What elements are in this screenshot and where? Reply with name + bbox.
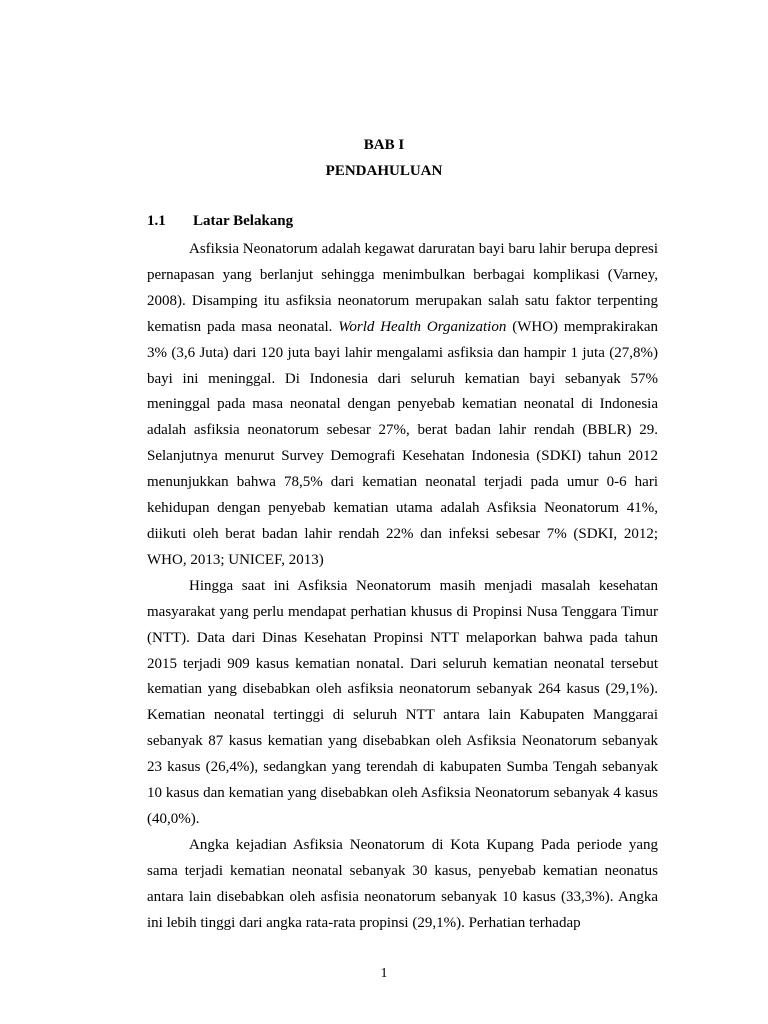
page-number: 1 xyxy=(380,966,388,981)
paragraph-1-italic-term: World Health Organization xyxy=(338,318,507,335)
section-heading xyxy=(147,213,293,230)
paragraph-2: Hingga saat ini Asfiksia Neonatorum masih menjadi masalah kesehatan masyarakat yang perlu mendapat perhatian khusus di Propinsi Nusa Tenggara Timur (NTT). Data dari Dinas Kesehatan Propinsi NTT melaporkan bahwa pada tahun 2015 terjadi 909 kasus kematian nonatal. Dari seluruh kematian neonatal tersebut kematian yang disebabkan oleh asfiksia neonatorum sebanyak 264 kasus (29,1%). Kematian neonatal tertinggi di seluruh NTT antara lain Kabupaten Manggarai sebanyak 87 kasus kematian yang disebabkan oleh Asfiksia Neonatorum sebanyak 23 kasus (26,4%), sedangkan yang terendah di kabupaten Sumba Tengah sebanyak 10 kasus dan kematian yang disebabkan oleh Asfiksia Neonatorum sebanyak 4 kasus (40,0%). xyxy=(147,577,658,827)
body-text xyxy=(147,237,658,936)
paragraph-1-part-2: (WHO) memprakirakan 3% (3,6 Juta) dari 120 juta bayi lahir mengalami asfiksia dan hampir 1 juta (27,8%) bayi ini meninggal. Di Indonesia dari seluruh kematian bayi sebanyak 57% meninggal pada masa neonatal dengan penyebab kematian neonatal di Indonesia adalah asfiksia neonatorum sebesar 27%, berat badan lahir rendah (BBLR) 29. Selanjutnya menurut Survey Demografi Kesehatan Indonesia (SDKI) tahun 2012 menunjukkan bahwa 78,5% dari kematian neonatal terjadi pada umur 0-6 hari kehidupan dengan penyebab kematian utama adalah Asfiksia Neonatorum 41%, diikuti oleh berat badan lahir rendah 22% dan infeksi sebesar 7% (SDKI, 2012; WHO, 2013; UNICEF, 2013) xyxy=(147,318,658,568)
section-number: 1.1 xyxy=(147,213,166,229)
paragraph-1 xyxy=(147,237,658,574)
chapter-title: PENDAHULUAN xyxy=(325,163,443,179)
paragraph-3: Angka kejadian Asfiksia Neonatorum di Kota Kupang Pada periode yang sama terjadi kematian neonatal sebanyak 30 kasus, penyebab kematian neonatus antara lain disebabkan oleh asfisia neonatorum sebanyak 10 kasus (33,3%). Angka ini lebih tinggi dari angka rata-rata propinsi (29,1%). Perhatian terhadap xyxy=(147,836,658,931)
chapter-label: BAB I xyxy=(363,137,405,153)
section-title: Latar Belakang xyxy=(193,213,294,229)
paragraph-1-part-1: Asfiksia Neonatorum adalah kegawat daruratan bayi baru lahir berupa depresi pernapasan yang berlanjut sehingga menimbulkan berbagai komplikasi (Varney, 2008). Disamping itu asfiksia neonatorum merupakan salah satu faktor terpenting kematisn pada masa neonatal. xyxy=(147,241,658,335)
